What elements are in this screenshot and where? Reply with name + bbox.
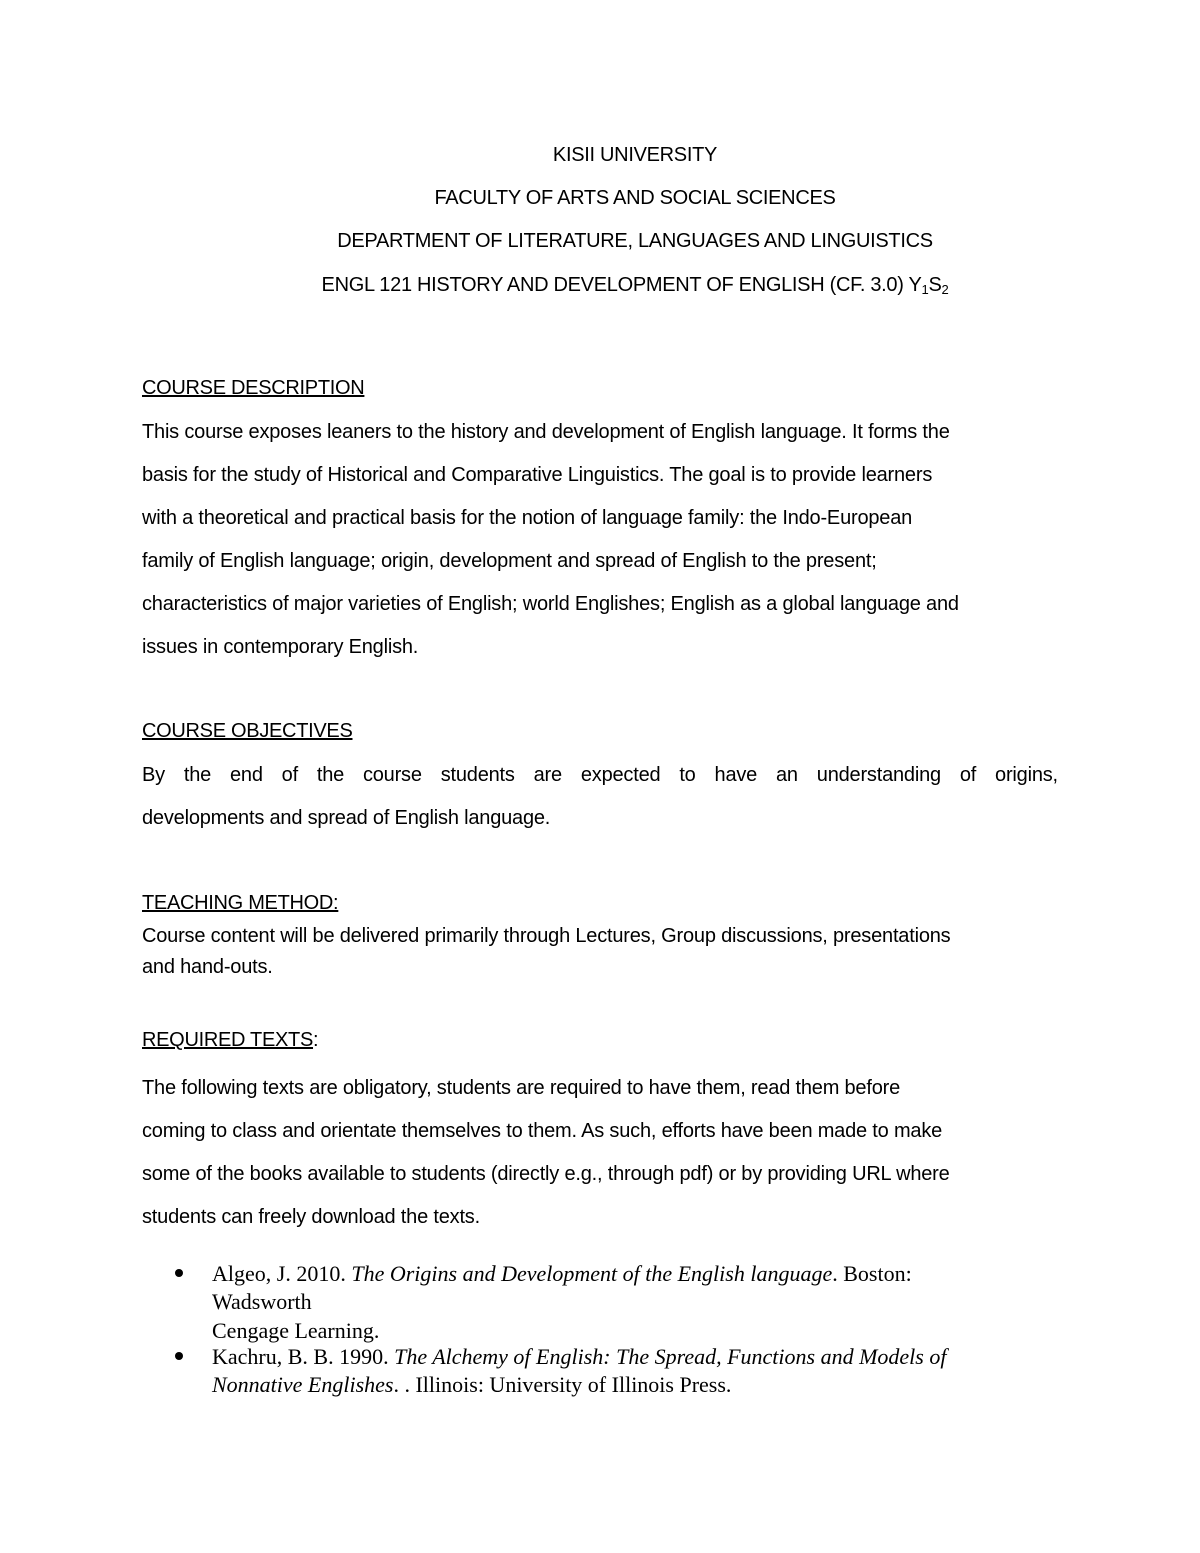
- university-name: KISII UNIVERSITY: [552, 144, 718, 166]
- objectives-word: end: [229, 764, 263, 786]
- objectives-line: developments and spread of English language.: [142, 807, 551, 829]
- description-line: issues in contemporary English.: [142, 636, 419, 658]
- objectives-word: origins,: [995, 764, 1058, 786]
- texts-line: some of the books available to students (directly e.g., through pdf) or by providing URL where: [142, 1163, 950, 1185]
- description-line: characteristics of major varieties of English; world Englishes; English as a global language and: [142, 593, 959, 615]
- course-description-heading: COURSE DESCRIPTION: [142, 377, 365, 399]
- reference-title: The Origins and Development of the English language: [351, 1261, 833, 1286]
- objectives-word: to: [679, 764, 696, 786]
- required-texts-heading-colon: :: [313, 1029, 319, 1051]
- objectives-word: of: [281, 764, 298, 786]
- texts-line: coming to class and orientate themselves to them. As such, efforts have been made to make: [142, 1120, 943, 1142]
- reference-item: [212, 1344, 946, 1370]
- reference-continuation: Wadsworth: [212, 1289, 312, 1314]
- objectives-word: the: [316, 764, 345, 786]
- bullet-icon: [175, 1352, 183, 1360]
- texts-line: students can freely download the texts.: [142, 1206, 480, 1228]
- reference-publisher: . . Illinois: University of Illinois Press.: [393, 1372, 732, 1397]
- required-texts-heading-text: REQUIRED TEXTS: [142, 1029, 314, 1051]
- department-name: DEPARTMENT OF LITERATURE, LANGUAGES AND LINGUISTICS: [337, 230, 933, 252]
- objectives-word: of: [959, 764, 977, 786]
- objectives-word: have: [714, 764, 758, 786]
- required-texts-heading: [142, 1029, 318, 1052]
- reference-item: [212, 1261, 912, 1287]
- reference-title: The Alchemy of English: The Spread, Functions and Models of: [394, 1344, 947, 1369]
- semester-subscript: 2: [941, 282, 949, 297]
- course-title-text: ENGL 121 HISTORY AND DEVELOPMENT OF ENGLISH (CF. 3.0) Y: [321, 274, 922, 296]
- objectives-word: course: [362, 764, 422, 786]
- description-line: with a theoretical and practical basis for the notion of language family: the Indo-European: [142, 507, 913, 529]
- reference-publisher: . Boston:: [832, 1261, 912, 1286]
- description-line: family of English language; origin, development and spread of English to the present;: [142, 550, 877, 572]
- objectives-word: an: [776, 764, 798, 786]
- year-subscript: 1: [921, 282, 929, 297]
- reference-title-continued: Nonnative Englishes: [212, 1372, 394, 1397]
- reference-author: Kachru, B. B. 1990.: [212, 1344, 395, 1369]
- bullet-icon: [175, 1269, 183, 1277]
- description-line: basis for the study of Historical and Comparative Linguistics. The goal is to provide learners: [142, 464, 933, 486]
- teaching-method-heading: TEACHING METHOD:: [142, 892, 339, 914]
- course-title: [0, 274, 1200, 297]
- objectives-line-justified: [142, 764, 1058, 787]
- course-objectives-heading: COURSE OBJECTIVES: [142, 720, 353, 742]
- objectives-word: students: [440, 764, 515, 786]
- reference-author: Algeo, J. 2010.: [212, 1261, 352, 1286]
- teaching-line: and hand-outs.: [142, 956, 273, 978]
- reference-continuation: Cengage Learning.: [212, 1318, 380, 1343]
- objectives-word: By: [142, 764, 165, 786]
- description-line: This course exposes leaners to the history and development of English language. It forms the: [142, 421, 950, 443]
- reference-continuation: [212, 1372, 731, 1398]
- objectives-word: the: [183, 764, 212, 786]
- objectives-word: expected: [580, 764, 661, 786]
- objectives-word: understanding: [816, 764, 941, 786]
- texts-line: The following texts are obligatory, students are required to have them, read them before: [142, 1077, 901, 1099]
- faculty-name: FACULTY OF ARTS AND SOCIAL SCIENCES: [434, 187, 836, 209]
- teaching-line: Course content will be delivered primarily through Lectures, Group discussions, presentations: [142, 925, 951, 947]
- objectives-word: are: [533, 764, 562, 786]
- semester-letter: S: [928, 274, 942, 296]
